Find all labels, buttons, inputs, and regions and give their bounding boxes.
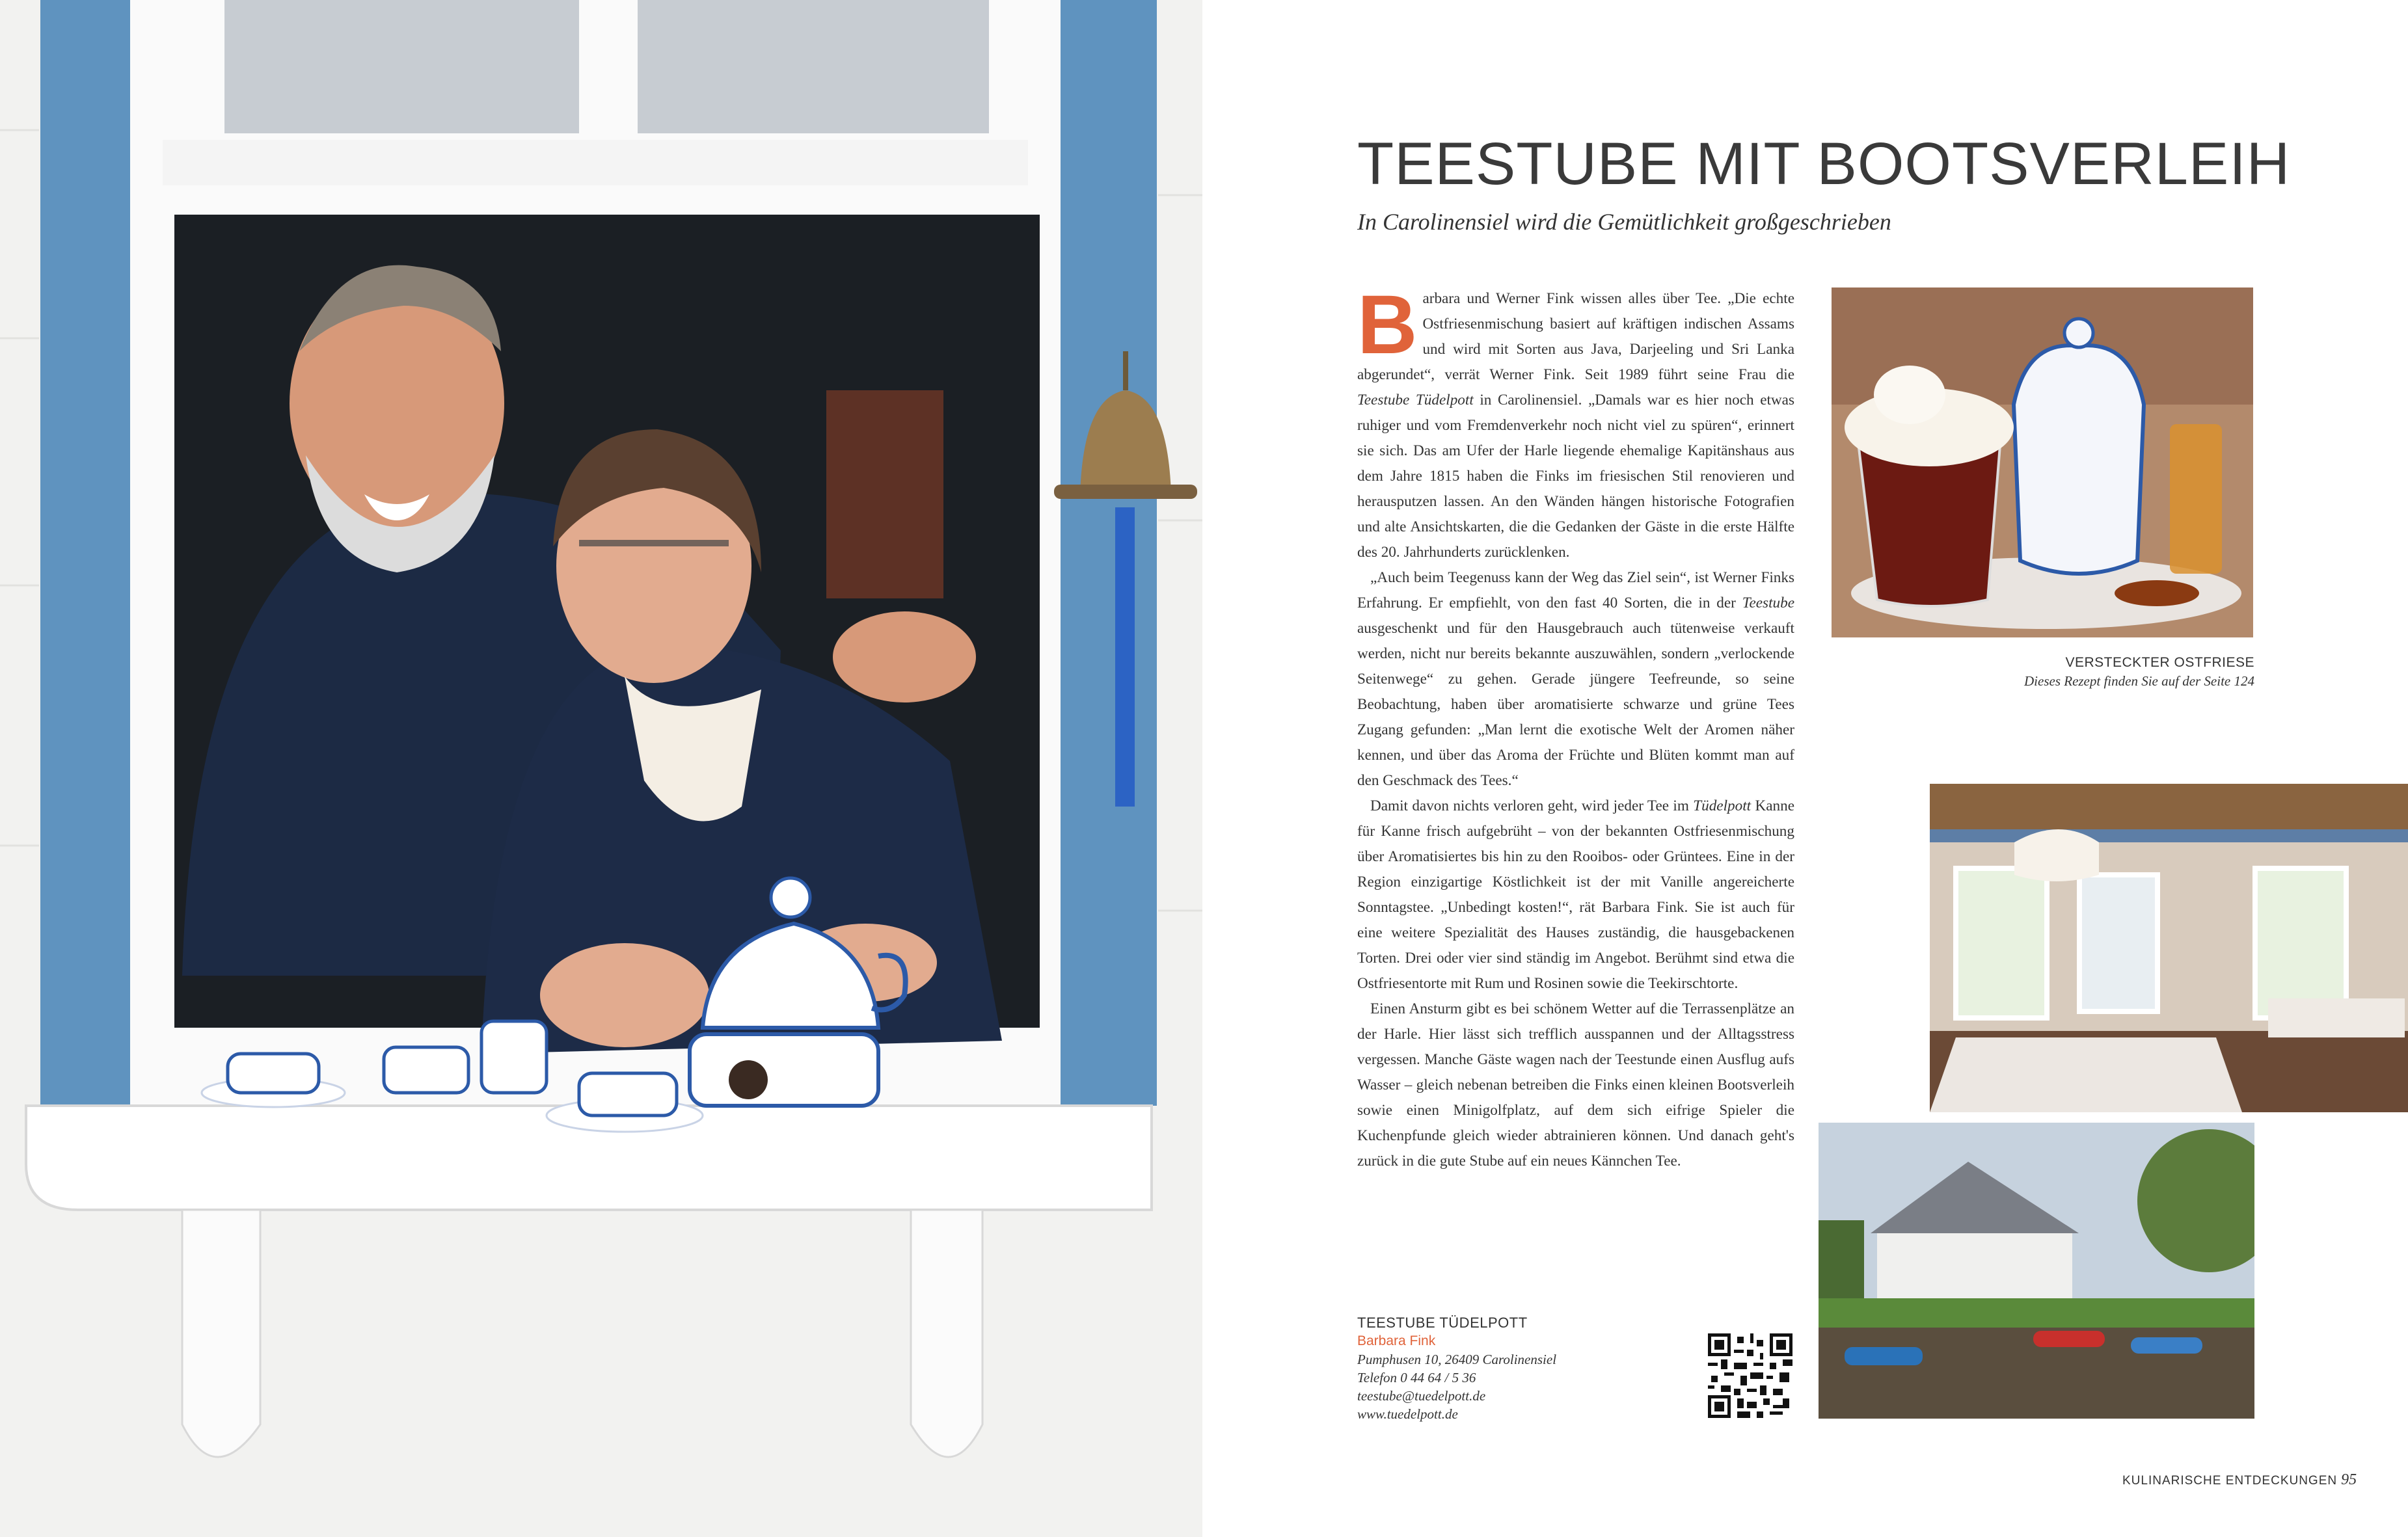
article-subtitle: In Carolinensiel wird die Gemütlichkeit großgeschrieben <box>1357 209 1891 235</box>
qr-code-icon <box>1708 1333 1792 1418</box>
harbor-photo-illustration <box>1819 1123 2254 1419</box>
drop-cap: B <box>1357 278 1418 371</box>
qr-code[interactable] <box>1708 1333 1792 1418</box>
paragraph-2: „Auch beim Teegenuss kann der Weg das Ziel sein“, ist Werner Finks Erfahrung. Er empfiehlt, von den fast 40 Sorten, die in der Teestube ausgeschenkt und für den Hausgebrauch auch tütenweise verkauft werden, nicht nur bereits bekannte auszuwählen, sondern „verlockende Seitenwege“ zu gehen. Gerade jüngere Teefreunde, so seine Beobachtung, haben über aromatisierte schwarze und grüne Tees Zugang gefunden: „Man lernt die exotische Welt der Aromen näher kennen, und über das Aroma der Früchte und Blüten kommt man auf den Geschmack des Tees.“ <box>1357 569 1794 789</box>
section-name: KULINARISCHE ENTDECKUNGEN <box>2122 1474 2338 1488</box>
email-link[interactable]: teestube@tuedelpott.de <box>1357 1388 1486 1404</box>
venue-name: TEESTUBE TÜDELPOTT <box>1357 1315 1528 1331</box>
paragraph-4: Einen Ansturm gibt es bei schönem Wetter auf die Terrassenplätze an der Harle. Hier lässt sich trefflich ausspannen und der Alltagsstress vergessen. Manche Gäste wagen nach der Teestunde einen Ausflug aufs Wasser – gleich nebenan betreiben die Finks einen kleinen Bootsverleih sowie einen Minigolfplatz, auf dem sich eifrige Spieler die Kuchenpfunde gleich wieder abtrainieren können. Und danach geht's zurück in die gute Stube auf ein neues Kännchen Tee. <box>1357 1000 1794 1169</box>
phone: Telefon 0 44 64 / 5 36 <box>1357 1370 1476 1385</box>
article-title: TEESTUBE MIT BOOTSVERLEIH <box>1357 131 2291 197</box>
caption-title: VERSTECKTER OSTFRIESE <box>2065 655 2254 670</box>
paragraph-3: Damit davon nichts verloren geht, wird jeder Tee im Tüdelpott Kanne für Kanne frisch aufgebrüht – von der bekannten Ostfriesenmischung über Aromatisiertes bis hin zu den Rooibos- oder Grüntees. Eine in der Region einzigartige Köstlichkeit ist der mit Vanille angereicherte Sonntagstee. „Unbedingt kosten!“, rät Barbara Fink. Sie ist auch für eine weitere Spezialität des Hauses zuständig, die hausgebackenen Torten. Drei oder vier sind ständig im Angebot. Berühmt sind etwa die Ostfriesentorte mit Rum und Rosinen sowie die Teekirschtorte. <box>1357 797 1794 992</box>
interior-photo <box>1930 784 2408 1112</box>
page-footer <box>2122 1471 2357 1489</box>
website-link[interactable]: www.tuedelpott.de <box>1357 1406 1458 1422</box>
contact-person: Barbara Fink <box>1357 1333 1436 1348</box>
article-body <box>1357 278 1794 1174</box>
page-number: 95 <box>2341 1471 2357 1488</box>
caption-text: Dieses Rezept finden Sie auf der Seite 124 <box>2024 673 2254 689</box>
hero-photo <box>0 0 1202 1537</box>
address: Pumphusen 10, 26409 Carolinensiel <box>1357 1352 1557 1367</box>
paragraph-1: Barbara und Werner Fink wissen alles über Tee. „Die echte Ostfriesenmischung basiert auf kräftigen indischen Assams und wird mit Sorten aus Java, Darjeeling und Sri Lanka abgerundet“, verrät Werner Fink. Seit 1989 führt seine Frau die Teestube Tüdelpott in Carolinensiel. „Damals war es hier noch etwas ruhiger und vom Fremdenverkehr noch nicht viel zu spüren“, erinnert sie sich. Das am Ufer der Harle liegende ehemalige Kapitänshaus aus dem Jahre 1815 haben die Finks im friesischen Stil renovieren und herausputzen lassen. An den Wänden hängen historische Fotografien und alte Ansichtskarten, die die Gedanken der Gäste in die erste Hälfte des 20. Jahrhunderts zurücklenken. <box>1357 278 1794 561</box>
harbor-photo <box>1819 1123 2254 1419</box>
photo-caption <box>1832 655 2254 689</box>
interior-photo-illustration <box>1930 784 2408 1112</box>
hero-photo-illustration <box>0 0 1202 1537</box>
tea-photo-illustration <box>1832 287 2253 637</box>
tea-photo <box>1832 287 2253 637</box>
contact-block <box>1357 1314 1556 1423</box>
